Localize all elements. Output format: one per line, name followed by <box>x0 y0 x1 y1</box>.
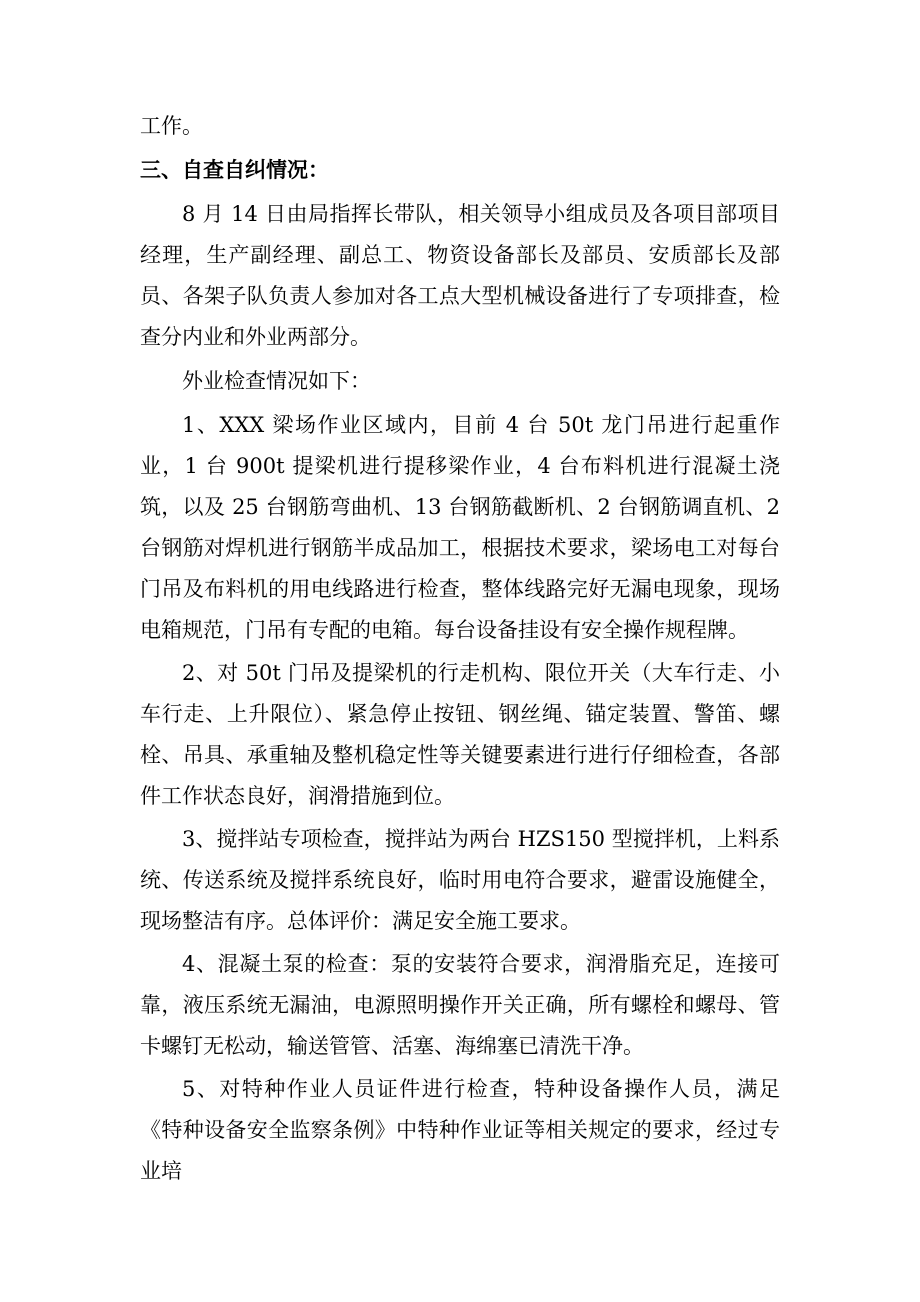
list-item: 5、对特种作业人员证件进行检查，特种设备操作人员，满足《特种设备安全监察条例》中特种作业证等相关规定的要求，经过专业培 <box>140 1077 780 1183</box>
list-item: 4、混凝土泵的检查：泵的安装符合要求，润滑脂充足，连接可靠，液压系统无漏油，电源照明操作开关正确，所有螺栓和螺母、管卡螺钉无松动，输送管管、活塞、海绵塞已清洗干净。 <box>140 952 780 1058</box>
list-item: 1、XXX 梁场作业区域内，目前 4 台 50t 龙门吊进行起重作业，1 台 900t 提梁机进行提移梁作业，4 台布料机进行混凝土浇筑，以及 25 台钢筋弯曲机、13 台钢筋截断机、2 台钢筋调直机、2 台钢筋对焊机进行钢筋半成品加工，根据技术要求，梁场电工对每台门吊及布料机的用电线路进行检查，整体线路完好无漏电现象，现场电箱规范，门吊有专配的电箱。每台设备挂设有安全操作规程牌。 <box>140 413 780 642</box>
subheading: 外业检查情况如下： <box>182 369 371 393</box>
document-body <box>140 106 780 1192</box>
section-heading: 三、自查自纠情况： <box>140 158 329 182</box>
list-item: 3、搅拌站专项检查，搅拌站为两台 HZS150 型搅拌机，上料系统、传送系统及搅拌系统良好，临时用电符合要求，避雷设施健全，现场整洁有序。总体评价：满足安全施工要求。 <box>140 827 780 933</box>
continuation-text: 工作。 <box>140 114 203 138</box>
list-item: 2、对 50t 门吊及提梁机的行走机构、限位开关（大车行走、小车行走、上升限位）、紧急停止按钮、钢丝绳、锚定装置、警笛、螺栓、吊具、承重轴及整机稳定性等关键要素进行进行仔细检查，各部件工作状态良好，润滑措施到位。 <box>140 661 780 808</box>
intro-paragraph: 8 月 14 日由局指挥长带队，相关领导小组成员及各项目部项目经理，生产副经理、副总工、物资设备部长及部员、安质部长及部员、各架子队负责人参加对各工点大型机械设备进行了专项排查，检查分内业和外业两部分。 <box>140 202 780 349</box>
